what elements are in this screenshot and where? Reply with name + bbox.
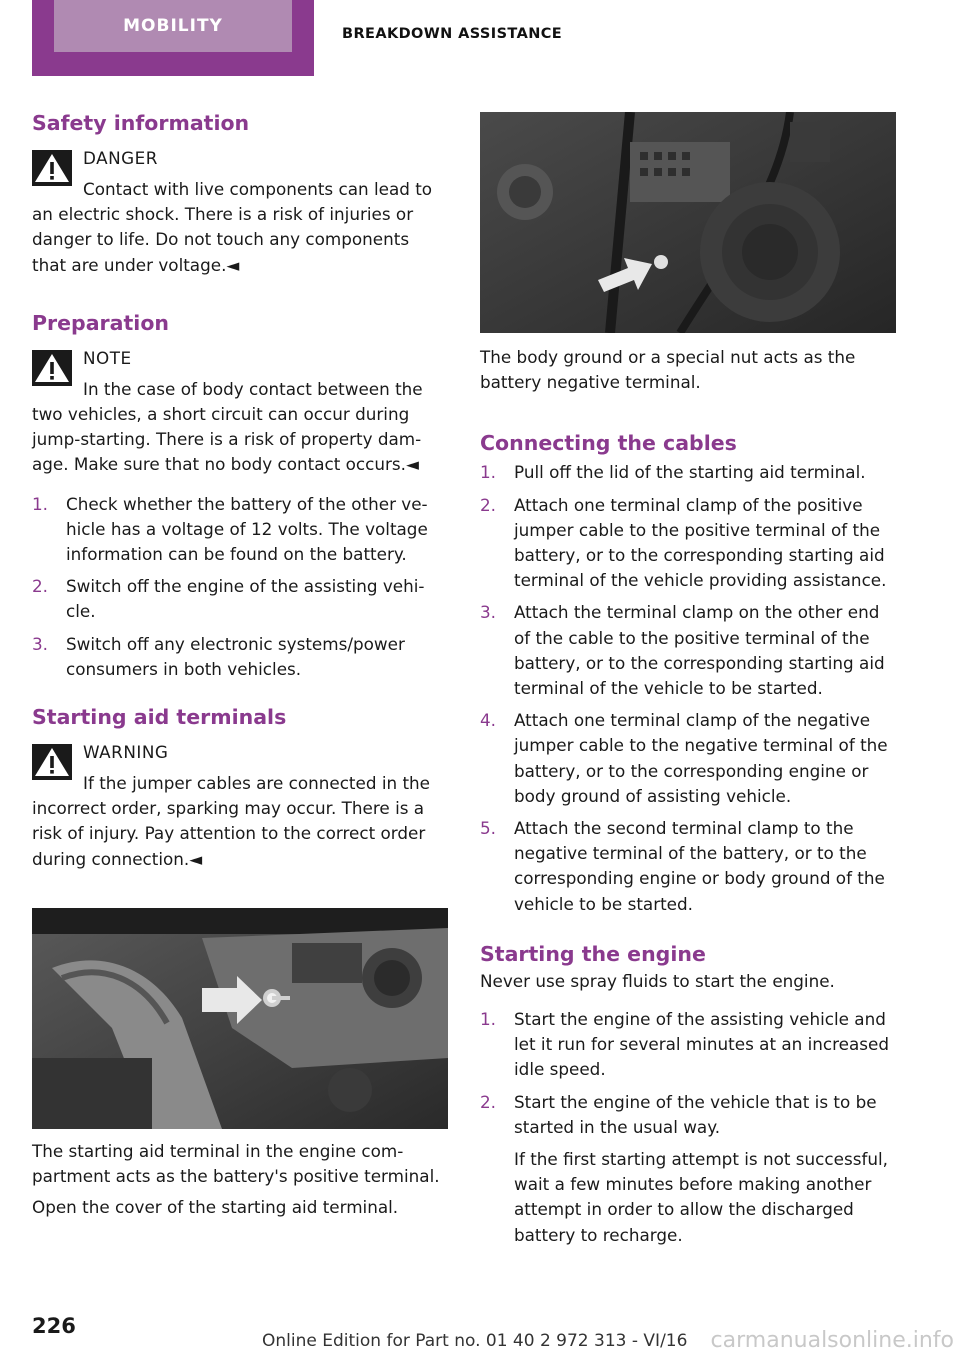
left-column	[32, 108, 448, 1220]
chapter-tab	[32, 0, 314, 76]
list-item	[480, 460, 896, 485]
list-item-number: 2.	[32, 576, 49, 597]
photo-caption-ground: The body ground or a special nut acts as the battery negative terminal.	[480, 347, 856, 393]
section-title: BREAKDOWN ASSISTANCE	[342, 26, 563, 42]
body-ground-photo	[480, 112, 896, 333]
list-item-text: Start the engine of the assisting vehicle and let it run for several minutes at an increased idle speed.	[514, 1009, 889, 1080]
list-item-text: Attach one terminal clamp of the negative jumper cable to the negative terminal of the battery, or to the corresponding engine or body ground of assisting vehicle.	[514, 710, 888, 806]
list-item-text: Switch off the engine of the assisting vehi‐ cle.	[66, 576, 425, 622]
list-item-text: Pull off the lid of the starting aid terminal.	[514, 462, 866, 483]
list-item	[32, 492, 448, 568]
engine-compartment-photo	[32, 908, 448, 1129]
heading-safety-information: Safety information	[32, 111, 250, 135]
list-item-text: Start the engine of the vehicle that is to be started in the usual way.	[514, 1091, 877, 1137]
connecting-steps	[480, 460, 896, 916]
list-item	[480, 708, 896, 809]
list-item-text: Attach the second terminal clamp to the negative terminal of the battery, or to the corresponding engine or body ground of the vehicle to be started.	[514, 818, 885, 914]
list-item	[32, 574, 448, 624]
engine-steps	[480, 1007, 896, 1248]
list-item	[480, 493, 896, 594]
watermark: carmanualsonline.info	[710, 1328, 954, 1353]
photo-caption-engine: The starting aid terminal in the engine com‐ partment acts as the battery's positive terminal.	[32, 1140, 440, 1187]
danger-notice	[32, 146, 448, 278]
warning-notice	[32, 740, 448, 872]
list-item	[480, 816, 896, 917]
list-item-text: Check whether the battery of the other ve‐ hicle has a voltage of 12 volts. The voltage information can be found on the battery.	[66, 493, 428, 565]
engine-intro: Never use spray fluids to start the engine.	[480, 970, 835, 991]
warning-triangle-icon	[32, 350, 72, 386]
list-item-number: 3.	[32, 633, 49, 654]
danger-label: DANGER	[83, 148, 158, 168]
list-item-text: Switch off any electronic systems/power consumers in both vehicles.	[66, 633, 405, 679]
list-item	[32, 632, 448, 682]
warning-triangle-icon	[32, 150, 72, 186]
danger-text: Contact with live components can lead to an electric shock. There is a risk of injuries or danger to life. Do not touch any components that are under voltage.◄	[32, 179, 433, 275]
list-item-number: 2.	[480, 1091, 497, 1112]
warning-triangle-icon	[32, 744, 72, 780]
heading-starting-aid-terminals: Starting aid terminals	[32, 705, 287, 730]
cover-instruction: Open the cover of the starting aid terminal.	[32, 1197, 399, 1218]
note-label: NOTE	[83, 347, 132, 368]
warning-text: If the jumper cables are connected in the incorrect order, sparking may occur. There is a risk of injury. Pay attention to the correct order during connection.◄	[32, 773, 430, 869]
heading-preparation: Preparation	[32, 310, 169, 335]
list-item-text: Attach the terminal clamp on the other end of the cable to the positive terminal of the battery, or to the corresponding starting aid terminal of the vehicle to be started.	[514, 602, 885, 699]
preparation-steps	[32, 492, 448, 682]
list-item-text: Attach one terminal clamp of the positive jumper cable to the positive terminal of the battery, or to the corresponding starting aid terminal of the vehicle providing assistance.	[514, 494, 887, 591]
list-item-number: 1.	[480, 1009, 497, 1030]
list-item	[480, 1007, 896, 1083]
list-item-number: 1.	[32, 493, 49, 514]
list-item-extra: If the first starting attempt is not successful, wait a few minutes before making another attempt in order to allow the discharged battery to recharge.	[514, 1149, 888, 1245]
page-number: 226	[32, 1314, 76, 1338]
list-item-number: 5.	[480, 818, 497, 839]
right-column	[480, 112, 896, 1255]
list-item	[480, 600, 896, 701]
list-item-number: 1.	[480, 462, 497, 483]
heading-connecting-the-cables: Connecting the cables	[480, 431, 737, 456]
list-item-number: 3.	[480, 602, 497, 623]
list-item	[480, 1090, 896, 1248]
heading-starting-the-engine: Starting the engine	[480, 941, 706, 966]
list-item-number: 2.	[480, 494, 497, 515]
note-text: In the case of body contact between the two vehicles, a short circuit can occur during jump-starting. There is a risk of property dam‐ age. Make sure that no body contact occurs.◄	[32, 378, 423, 475]
note-notice	[32, 346, 448, 478]
list-item-number: 4.	[480, 710, 497, 731]
chapter-tab-label: MOBILITY	[54, 0, 292, 52]
edition-info: Online Edition for Part no. 01 40 2 972 313 - VI/16	[262, 1331, 688, 1351]
warning-label: WARNING	[83, 742, 169, 763]
